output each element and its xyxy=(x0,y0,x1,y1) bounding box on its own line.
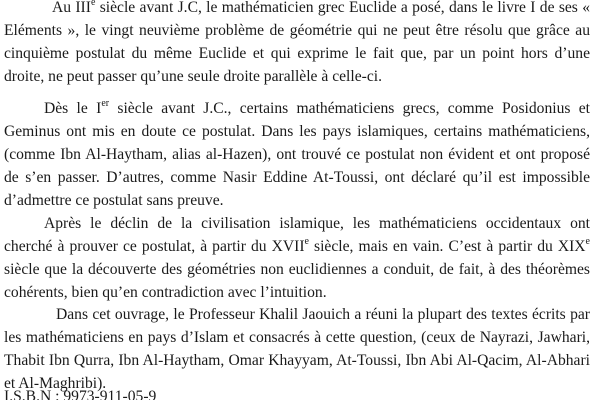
p1-text-end: siècle avant J.C, le mathématicien grec Euclide a posé, dans le livre I de ses « Eléments », le vingt neuvième problème de géométrie qui ne peut être résolu que grâce au cinquième postulat du même Euclide et qui exprime le fait que, par un point hors d’une droite, ne peut passer qu’une seule droite parallèle à celle-ci. xyxy=(4,0,590,85)
p3-text-start: Après le déclin de la civilisation islamique, les mathématiciens occidentaux ont cherché à prouver ce postulat, à partir du XVII xyxy=(4,215,590,255)
p3-text-middle: siècle, mais en vain. C’est à partir du XIX xyxy=(308,238,586,255)
paragraph-book-contents xyxy=(4,303,590,395)
p3-text-end: siècle que la découverte des géométries non euclidiennes a conduit, de fait, à des théorèmes cohérents, bien qu’en contradiction avec l’intuition. xyxy=(4,261,590,301)
isbn-number: I.S.B.N : 9973-911-05-9 xyxy=(4,388,157,400)
p1-text-start: Au III xyxy=(52,0,91,16)
p4-text: Dans cet ouvrage, le Professeur Khalil Jaouich a réuni la plupart des textes écrits par les mathématiciens en pays d’Islam et consacrés à cette question, (ceux de Nayrazi, Jawhari, Thabit Ibn Qurra, Ibn Al-Haytham, Omar Khayyam, At-Toussi, Ibn Abi Al-Qacim, Al-Abhari et Al-Maghribi). xyxy=(4,306,590,392)
superscript: e xyxy=(90,0,96,8)
paragraph-greek-islamic-doubts xyxy=(4,97,590,212)
superscript: e xyxy=(304,236,309,247)
paragraph-euclid-postulate xyxy=(4,0,590,88)
superscript: e xyxy=(585,236,590,247)
paragraph-western-attempts xyxy=(4,212,590,304)
p2-text-start: Dès le I xyxy=(44,100,102,117)
superscript: er xyxy=(101,98,110,109)
p2-text-end: siècle avant J.C., certains mathématiciens grecs, comme Posidonius et Geminus ont mis en doute ce postulat. Dans les pays islamiques, certains mathématiciens, (comme Ibn Al-Haytham, alias al-Hazen), ont trouvé ce postulat non évident et ont proposé de s’en passer. D’autres, comme Nasir Eddine At-Toussi, ont déclaré qu’il est impossible d’admettre ce postulat sans preuve. xyxy=(4,100,590,209)
